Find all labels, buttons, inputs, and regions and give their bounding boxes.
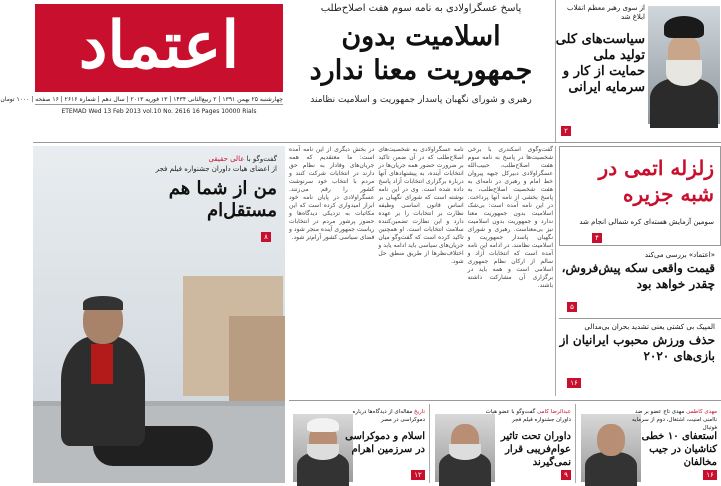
bottom-kicker-football <box>631 408 717 432</box>
body-text-columns <box>289 146 553 398</box>
newspaper-logo[interactable] <box>35 4 283 92</box>
coin-kicker: «اعتماد» بررسی می‌کند <box>644 251 715 259</box>
leader-kicker: از سوی رهبر معظم انقلاب ابلاغ شد <box>567 4 645 21</box>
bottom-title-football: استعفای ۱۰ خطی کناشیان در جیب مخالفان <box>641 431 717 468</box>
interview-kicker <box>137 154 277 174</box>
main-headline-line-1: اسلامیت بدون <box>341 21 501 52</box>
main-subhead: رهبری و شورای نگهبان پاسدار جمهوریت و اسلامیت نظامند <box>310 95 532 105</box>
bottom-divider-2 <box>429 404 430 483</box>
quake-page-number: ۴ <box>592 233 602 243</box>
leader-title: سیاست‌های کلی تولید ملی حمایت از کار و سرمایه ایرانی <box>555 32 645 95</box>
bottom-story-jury[interactable] <box>431 404 575 483</box>
beard-shape <box>666 60 702 86</box>
body-column-3: در بخش دیگری از این نامه آمده است: ما معتقدیم که همه جریان‌های وفادار به نظام حق دارند در انتخابات شرکت کنند و مردم با انتخاب خود سرنوشت کشور را رقم می‌زنند. عسگراولادی در پایان نامه خود ابراز امیدواری کرده است که این مکاتبات به نزدیکی دیدگاه‌ها و حضور پرشور مردم در انتخابات ریاست جمهوری آینده منجر شود و فضای سیاسی کشور آرام‌تر شود. <box>289 146 375 241</box>
bottom-kicker-egypt <box>339 408 425 424</box>
quake-subtitle: سومین آزمایش هسته‌ای کره شمالی انجام شد <box>579 218 714 226</box>
head-shape <box>597 424 625 456</box>
bottom-kicker-name-egypt: تاریخ <box>414 409 425 415</box>
body-column-1: گفت‌وگوی اسکندری با برخی شخصیت‌ها در پاسخ به نامه سوم هفت اصلاح‌طلب، حبیب‌الله عسگراولادی دبیرکل جبهه پیروان خط امام و رهبری در نامه‌ای به هفت شخصیت اصلاح‌طلب، به پاسخ بخشی از نامه آنها پرداخت. در این نامه آمده است: بی‌شک اسلامیت بدون جمهوریت معنا ندارد و جمهوریت بدون اسلامیت نیز بی‌معناست. رهبری و شورای نگهبان پاسدار جمهوریت و اسلامیت نظامند. در ادامه این نامه آمده است که انتخابات آزاد و سالم از ارکان نظام جمهوری اسلامی است و همه باید در برگزاری آن مشارکت داشته باشند. <box>467 146 553 289</box>
bottom-strip-divider <box>289 400 721 401</box>
bottom-kicker-text-jury: گفت‌وگو با عضو هیات داوران جشنواره فیلم فجر <box>485 409 571 423</box>
wrestling-kicker: المپیک بی کشتی یعنی تشدید بحران بی‌مدالی <box>584 323 715 331</box>
bottom-kicker-text-egypt: مقاله‌ای از دیدگاه‌ها درباره دموکراسی در مصر <box>352 409 425 423</box>
bottom-kicker-text-football: مهدی تاج عضو بر ضد ناامنی امنیت، اشتغال، دوم از سرمایه فوتبال <box>632 409 717 431</box>
coin-page-number: ۵ <box>567 302 577 312</box>
person-shirt-shape <box>91 344 113 384</box>
leader-page-number: ۲ <box>561 126 571 136</box>
interview-kicker-name: عالی حقیقی <box>208 155 245 163</box>
wrestling-title: حذف ورزش محبوب ایرانیان از بازی‌های ۲۰۲۰ <box>559 333 715 363</box>
top-band-divider <box>33 142 721 143</box>
bottom-kicker-name-football: مهدی کاظمی <box>686 409 717 415</box>
quake-title: زلزله اتمی در شبه جزیره <box>598 156 714 206</box>
wrestling-page-number: ۱۶ <box>567 378 581 388</box>
right-column-divider <box>555 146 556 396</box>
beard-shape <box>449 444 481 460</box>
leader-photo <box>648 6 720 124</box>
body-shape <box>585 452 637 486</box>
leader-story[interactable] <box>555 0 721 142</box>
beard-shape <box>307 444 339 460</box>
turban-shape <box>307 418 339 432</box>
bottom-story-football[interactable] <box>577 404 721 483</box>
coin-story[interactable] <box>559 250 721 316</box>
dateline-english: ETEMAD Wed 13 Feb 2013 vol.10 No. 2616 16 Pages 10000 Rials <box>61 108 257 115</box>
bottom-page-jury: ۹ <box>561 470 571 480</box>
coin-title: قیمت واقعی سکه پیش‌فروش، چقدر خواهد بود <box>561 261 715 291</box>
dateline: چهارشنبه ۲۵ بهمن ۱۳۹۱ | ۲ ربیع‌الثانی ۱۴۳۴ | ۱۳ فوریه ۲۰۱۳ | سال دهم | شماره ۲۶۱۶ | ۱۶ صفحه | ۱۰۰۰ تومان <box>0 96 283 103</box>
bottom-page-football: ۱۶ <box>703 470 717 480</box>
bottom-kicker-name-jury: عبدالرضا کامی <box>537 409 571 415</box>
interview-page-number: ۸ <box>261 232 271 242</box>
bottom-title-egypt: اسلام و دموکراسی در سرزمین اهرام <box>345 431 425 455</box>
person-hair-shape <box>83 296 123 310</box>
interview-photo-story[interactable] <box>33 146 285 483</box>
body-column-2: نامه عسگراولادی به شخصیت‌های اصلاح‌طلب که در آن ضمن تاکید بر ضرورت حضور همه جریان‌ها در انتخابات آینده، به پیشنهادهای آنها درباره برگزاری انتخابات آزاد پاسخ داده شده است. وی در این نامه نوشته است که شورای نگهبان بر اساس قانون اساسی وظیفه نظارت بر انتخابات را بر عهده دارد و این نظارت تضمین‌کننده سلامت انتخابات است. او همچنین تاکید کرده است که گفت‌وگو میان جریان‌های سیاسی باید ادامه یابد و اختلاف‌نظرها از طریق منطق حل شود. <box>378 146 464 265</box>
bottom-title-jury: داوران تحت تاثیر عوام‌فریبی قرار نمی‌گیرند <box>500 431 571 468</box>
interview-title: من از شما هم مستقل‌ام <box>168 178 277 221</box>
logo-text: اعتماد <box>78 8 240 83</box>
turban-shape <box>664 16 704 38</box>
right-divider-1 <box>559 318 721 319</box>
main-headline-line-2: جمهوریت معنا ندارد <box>309 55 533 86</box>
interview-kicker-prefix: گفت‌وگو با <box>246 155 277 163</box>
bottom-page-egypt: ۱۲ <box>411 470 425 480</box>
main-kicker: پاسخ عسگراولادی به نامه سوم هفت اصلاح‌طلب <box>320 3 522 14</box>
wrestling-story[interactable] <box>559 322 721 394</box>
interview-kicker-suffix: از اعضای هیات داوران جشنواره فیلم فجر <box>155 165 277 173</box>
masthead <box>0 0 285 118</box>
quake-story[interactable] <box>559 146 721 246</box>
building-shape-2 <box>229 316 285 406</box>
bottom-divider-1 <box>575 404 576 483</box>
bottom-kicker-jury <box>485 408 571 424</box>
bottom-story-egypt[interactable] <box>289 404 429 483</box>
main-headline-story[interactable] <box>289 0 553 120</box>
